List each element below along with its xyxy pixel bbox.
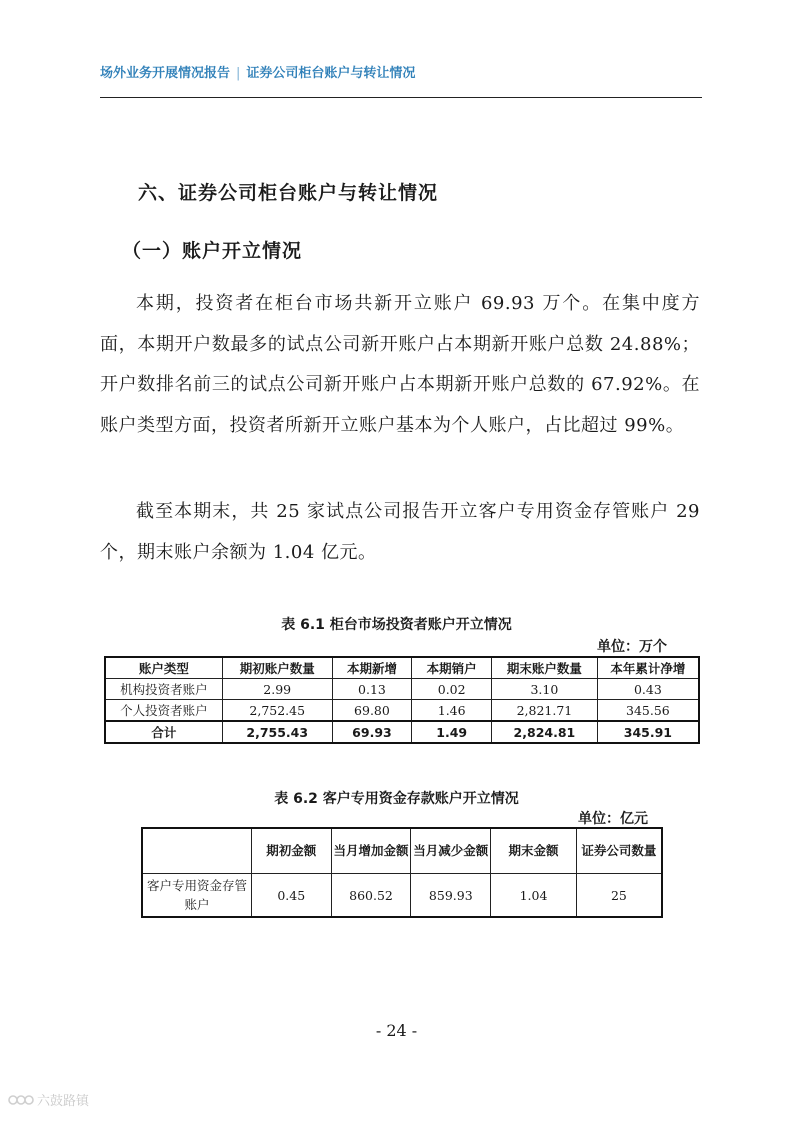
table2-caption: 表 6.2 客户专用资金存款账户开立情况: [274, 791, 519, 807]
table-cell: 69.93: [332, 721, 412, 743]
table-cell: 0.43: [597, 679, 699, 700]
table-cell: 1.49: [412, 721, 492, 743]
table-cell: 合计: [105, 721, 222, 743]
table1-unit: 单位：万个: [597, 639, 667, 655]
table-cell: 客户专用资金存管账户: [142, 874, 251, 918]
header-report-title: 场外业务开展情况报告: [100, 66, 231, 81]
column-header: 期初账户数量: [222, 657, 332, 679]
column-header: 期初金额: [251, 828, 331, 874]
table-cell: 1.04: [491, 874, 577, 918]
column-header: 当月减少金额: [411, 828, 491, 874]
running-header: [100, 62, 415, 81]
column-header: 本期新增: [332, 657, 412, 679]
paragraph-account-opening: 本期，投资者在柜台市场共新开立账户 69.93 万个。在集中度方面，本期开户数最多的试点公司新开账户占本期新开账户总数 24.88%；开户数排名前三的试点公司新开账户占本期新开账户总数的 67.92%。在账户类型方面，投资者所新开立账户基本为个人账户，占比超过 99%。: [100, 293, 700, 436]
table-row: [142, 874, 662, 918]
table-cell: 345.91: [597, 721, 699, 743]
table-cell: 859.93: [411, 874, 491, 918]
table-row: [105, 679, 699, 700]
table1-caption: 表 6.1 柜台市场投资者账户开立情况: [281, 617, 512, 633]
table-account-opening: [104, 656, 700, 744]
column-header: [142, 828, 251, 874]
table-cell: 机构投资者账户: [105, 679, 222, 700]
column-header: 当月增加金额: [331, 828, 411, 874]
table-cell: 25: [576, 874, 662, 918]
table-cell: 0.02: [412, 679, 492, 700]
column-header: 期末账户数量: [492, 657, 598, 679]
table-cell: 3.10: [492, 679, 598, 700]
paragraph-custody-accounts: 截至本期末，共 25 家试点公司报告开立客户专用资金存管账户 29 个，期末账户余额为 1.04 亿元。: [100, 501, 700, 563]
watermark-logo-icon: [8, 1093, 34, 1107]
table-cell: 个人投资者账户: [105, 700, 222, 722]
page-number: - 24 -: [375, 1021, 418, 1040]
table-row: [105, 700, 699, 722]
column-header: 证券公司数量: [576, 828, 662, 874]
table-header-row: [105, 657, 699, 679]
table-cell: 2,752.45: [222, 700, 332, 722]
table-cell: 0.45: [251, 874, 331, 918]
column-header: 账户类型: [105, 657, 222, 679]
table-header-row: [142, 828, 662, 874]
table-cell: 2,824.81: [492, 721, 598, 743]
table-cell: 2,755.43: [222, 721, 332, 743]
table-cell: 345.56: [597, 700, 699, 722]
column-header: 本期销户: [412, 657, 492, 679]
table-cell: 0.13: [332, 679, 412, 700]
header-rule: [100, 97, 702, 98]
table-total-row: [105, 721, 699, 743]
watermark: [8, 1090, 89, 1109]
table-cell: 860.52: [331, 874, 411, 918]
section-heading: 六、证券公司柜台账户与转让情况: [138, 182, 439, 204]
table-cell: 69.80: [332, 700, 412, 722]
column-header: 本年累计净增: [597, 657, 699, 679]
header-section-title: 证券公司柜台账户与转让情况: [246, 66, 416, 81]
table-cell: 1.46: [412, 700, 492, 722]
watermark-text: 六鼓路镇: [37, 1094, 90, 1109]
table-custody-accounts: [141, 827, 663, 918]
table2-unit: 单位：亿元: [578, 811, 648, 827]
header-separator: |: [236, 66, 241, 81]
table-cell: 2,821.71: [492, 700, 598, 722]
table-cell: 2.99: [222, 679, 332, 700]
column-header: 期末金额: [491, 828, 577, 874]
subsection-heading: （一）账户开立情况: [122, 240, 303, 262]
